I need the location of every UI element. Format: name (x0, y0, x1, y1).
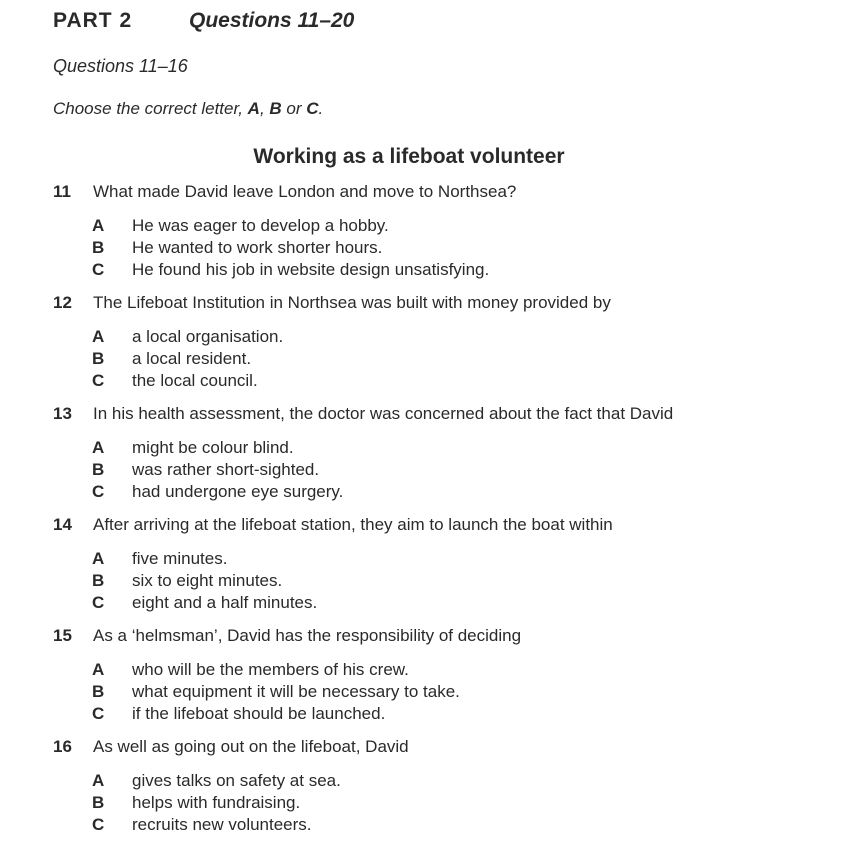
option-b[interactable] (92, 348, 283, 370)
option-letter: B (92, 460, 105, 479)
option-letter: A (92, 438, 105, 457)
question-text: In his health assessment, the doctor was concerned about the fact that David (93, 404, 674, 423)
option-text: He found his job in website design unsatisfying. (132, 260, 490, 279)
option-a[interactable] (92, 215, 489, 237)
question-14 (0, 513, 859, 624)
option-c[interactable] (92, 814, 341, 836)
question-text: After arriving at the lifeboat station, they aim to launch the boat within (93, 515, 613, 534)
question-stem (53, 735, 409, 759)
question-stem (53, 402, 673, 426)
question-text: What made David leave London and move to Northsea? (93, 182, 517, 201)
question-15 (0, 624, 859, 735)
option-a[interactable] (92, 770, 341, 792)
option-b[interactable] (92, 459, 343, 481)
option-letter: C (92, 260, 105, 279)
question-number: 13 (53, 404, 72, 423)
option-c[interactable] (92, 370, 283, 392)
section-subheading: Questions 11–16 (53, 56, 188, 76)
option-text: a local resident. (132, 349, 252, 368)
question-number: 12 (53, 293, 72, 312)
option-text: had undergone eye surgery. (132, 482, 344, 501)
question-16 (0, 735, 859, 846)
instruction-letter-b: B (269, 99, 282, 118)
option-letter: C (92, 371, 105, 390)
option-letter: A (92, 660, 105, 679)
question-list (0, 180, 859, 846)
option-a[interactable] (92, 548, 317, 570)
option-letter: A (92, 771, 105, 790)
option-letter: B (92, 571, 105, 590)
option-letter: B (92, 793, 105, 812)
option-letter: C (92, 482, 105, 501)
option-a[interactable] (92, 326, 283, 348)
question-number: 16 (53, 737, 72, 756)
question-number: 15 (53, 626, 72, 645)
option-letter: C (92, 815, 105, 834)
option-letter: A (92, 216, 105, 235)
question-stem (53, 624, 521, 648)
question-text: As a ‘helmsman’, David has the responsibility of deciding (93, 626, 522, 645)
option-letter: B (92, 682, 105, 701)
option-text: eight and a half minutes. (132, 593, 318, 612)
passage-title: Working as a lifeboat volunteer (253, 145, 565, 168)
option-letter: B (92, 349, 105, 368)
option-b[interactable] (92, 237, 489, 259)
answer-options (92, 770, 341, 836)
answer-options (92, 326, 283, 392)
option-b[interactable] (92, 570, 317, 592)
part-questions-range: Questions 11–20 (189, 9, 355, 32)
option-letter: C (92, 593, 105, 612)
instruction-after: . (318, 99, 324, 118)
option-text: was rather short-sighted. (132, 460, 320, 479)
question-12 (0, 291, 859, 402)
option-text: what equipment it will be necessary to take. (132, 682, 460, 701)
question-stem (53, 291, 611, 315)
part-label: PART 2 (53, 9, 133, 32)
instruction-text (53, 98, 323, 120)
question-text: The Lifeboat Institution in Northsea was built with money provided by (93, 293, 611, 312)
option-c[interactable] (92, 703, 460, 725)
question-13 (0, 402, 859, 513)
option-text: gives talks on safety at sea. (132, 771, 341, 790)
option-c[interactable] (92, 592, 317, 614)
option-a[interactable] (92, 659, 460, 681)
option-c[interactable] (92, 481, 343, 503)
instruction-before: Choose the correct letter, (53, 99, 248, 118)
question-stem (53, 180, 516, 204)
option-text: helps with fundraising. (132, 793, 301, 812)
option-c[interactable] (92, 259, 489, 281)
option-text: might be colour blind. (132, 438, 294, 457)
option-b[interactable] (92, 792, 341, 814)
question-number: 14 (53, 515, 72, 534)
option-letter: C (92, 704, 105, 723)
option-text: who will be the members of his crew. (132, 660, 409, 679)
option-letter: A (92, 327, 105, 346)
instruction-or: or (281, 99, 307, 118)
option-text: recruits new volunteers. (132, 815, 312, 834)
answer-options (92, 659, 460, 725)
question-11 (0, 180, 859, 291)
part-header (53, 8, 354, 34)
option-text: five minutes. (132, 549, 228, 568)
instruction-comma: , (259, 99, 270, 118)
instruction-letter-c: C (306, 99, 319, 118)
question-text: As well as going out on the lifeboat, David (93, 737, 409, 756)
option-b[interactable] (92, 681, 460, 703)
option-letter: A (92, 549, 105, 568)
question-stem (53, 513, 613, 537)
option-text: the local council. (132, 371, 258, 390)
instruction-letter-a: A (247, 99, 260, 118)
answer-options (92, 548, 317, 614)
option-text: six to eight minutes. (132, 571, 283, 590)
option-text: if the lifeboat should be launched. (132, 704, 386, 723)
answer-options (92, 437, 343, 503)
option-text: He wanted to work shorter hours. (132, 238, 383, 257)
option-text: He was eager to develop a hobby. (132, 216, 389, 235)
answer-options (92, 215, 489, 281)
option-text: a local organisation. (132, 327, 284, 346)
option-letter: B (92, 238, 105, 257)
option-a[interactable] (92, 437, 343, 459)
question-number: 11 (53, 182, 71, 201)
